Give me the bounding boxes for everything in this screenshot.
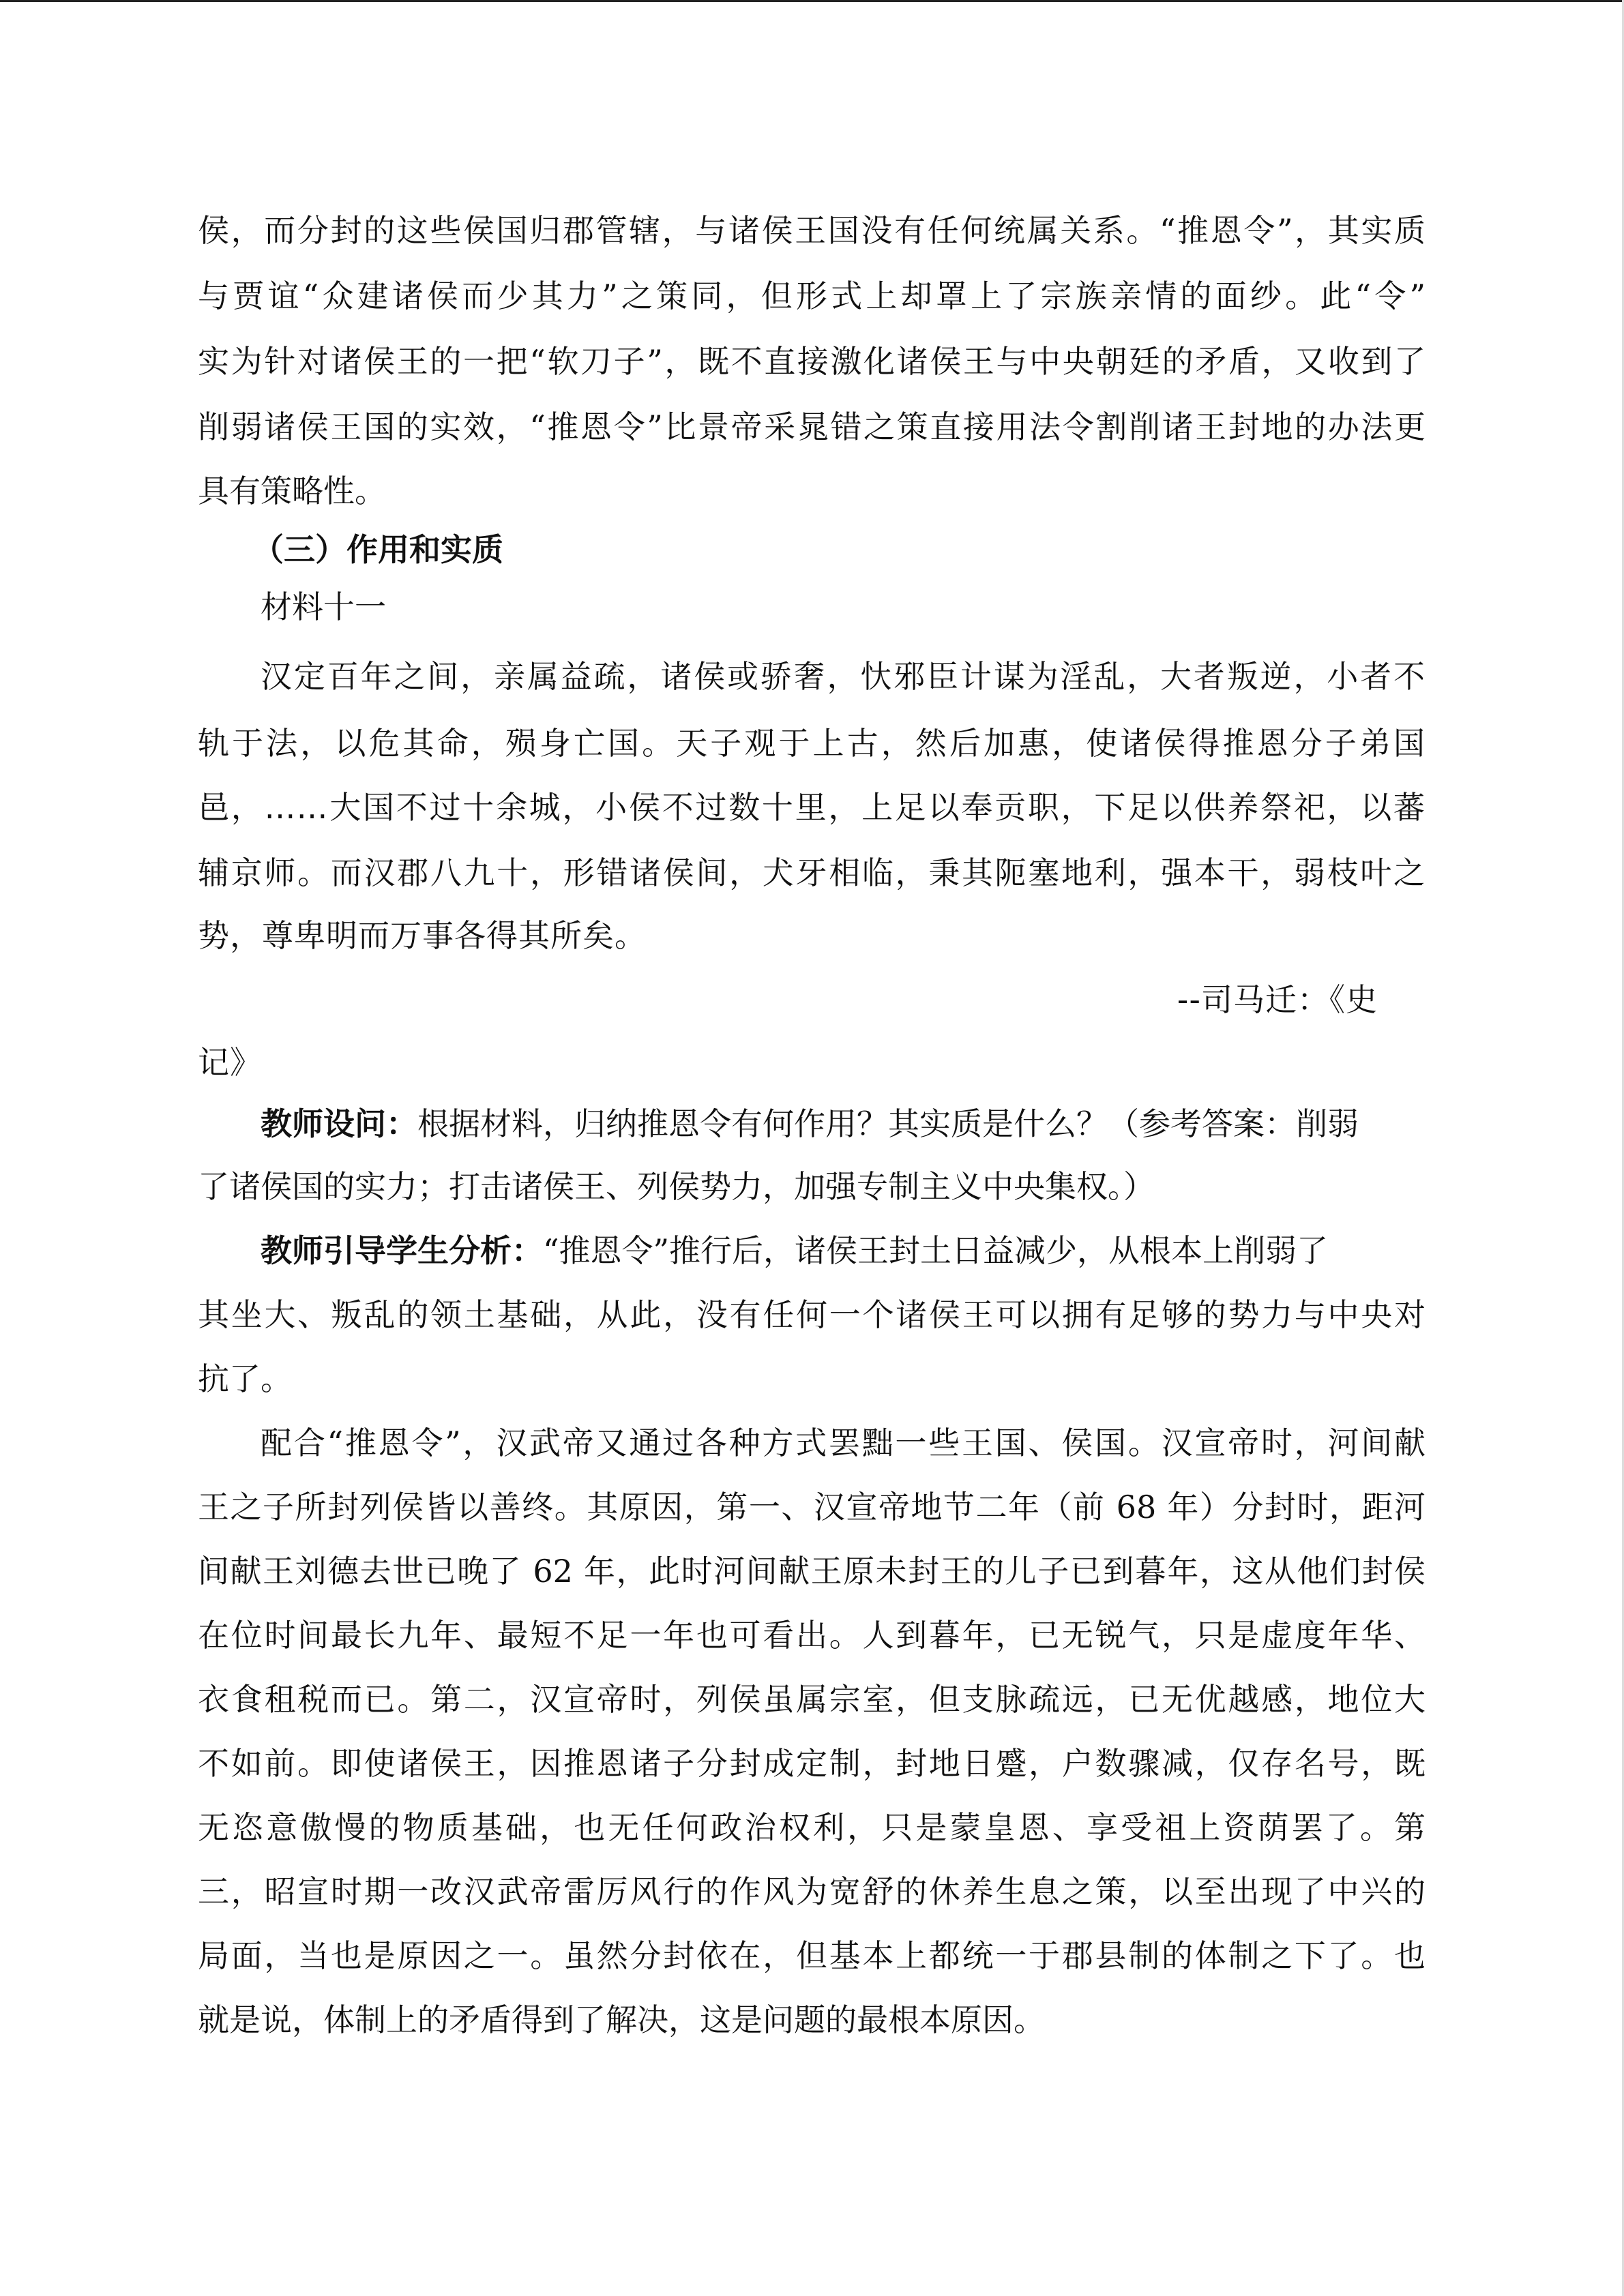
paragraph-line: 具有策略性。 xyxy=(198,473,386,509)
paragraph-line: 削弱诸侯王国的实效，“推恩令”比景帝采晁错之策直接用法令割削诸王封地的办法更 xyxy=(198,408,1426,445)
page-top-rule xyxy=(0,0,1624,2)
paragraph-line: 配合“推恩令”，汉武帝又通过各种方式罢黜一些王国、侯国。汉宣帝时，河间献 xyxy=(261,1425,1426,1461)
paragraph-line: 王之子所封列侯皆以善终。其原因，第一、汉宣帝地节二年（前 68 年）分封时，距河 xyxy=(198,1489,1426,1525)
quote-line: 势，尊卑明而万事各得其所矣。 xyxy=(198,917,647,954)
teacher-question xyxy=(261,1103,1359,1144)
teacher-analysis-label: 教师引导学生分析： xyxy=(261,1232,543,1269)
quote-line: 汉定百年之间，亲属益疏，诸侯或骄奢，忕邪臣计谋为淫乱，大者叛逆，小者不 xyxy=(261,658,1426,695)
paragraph-line: 就是说，体制上的矛盾得到了解决，这是问题的最根本原因。 xyxy=(198,2001,1045,2038)
teacher-analysis-continued: 其坐大、叛乱的领土基础，从此，没有任何一个诸侯王可以拥有足够的势力与中央对 xyxy=(198,1296,1426,1333)
quote-line: 辅京师。而汉郡八九十，形错诸侯间，犬牙相临，秉其阨塞地利，强本干，弱枝叶之 xyxy=(198,854,1426,891)
quote-line: 邑，……大国不过十余城，小侯不过数十里，上足以奉贡职，下足以供养祭祀，以蕃 xyxy=(198,789,1426,826)
paragraph-line: 无恣意傲慢的物质基础，也无任何政治权利，只是蒙皇恩、享受祖上资荫罢了。第 xyxy=(198,1809,1426,1846)
quote-source-continued: 记》 xyxy=(198,1044,262,1081)
section-heading: （三）作用和实质 xyxy=(252,531,503,568)
paragraph-line: 与贾谊“众建诸侯而少其力”之策同，但形式上却罩上了宗族亲情的面纱。此“令” xyxy=(198,278,1426,314)
paragraph-line: 三，昭宣时期一改汉武帝雷厉风行的作风为宽舒的休养生息之策，以至出现了中兴的 xyxy=(198,1873,1426,1910)
paragraph-line: 不如前。即使诸侯王，因推恩诸子分封成定制，封地日蹙，户数骤减，仅存名号，既 xyxy=(198,1745,1426,1782)
teacher-question-continued: 了诸侯国的实力；打击诸侯王、列侯势力，加强专制主义中央集权。） xyxy=(198,1168,1155,1205)
paragraph-line: 局面，当也是原因之一。虽然分封依在，但基本上都统一于郡县制的体制之下了。也 xyxy=(198,1937,1426,1974)
paragraph-line: 侯，而分封的这些侯国归郡管辖，与诸侯王国没有任何统属关系。“推恩令”，其实质 xyxy=(198,212,1426,249)
teacher-question-text: 根据材料，归纳推恩令有何作用？其实质是什么？（参考答案：削弱 xyxy=(417,1105,1359,1142)
teacher-question-label: 教师设问： xyxy=(261,1105,417,1142)
quote-line: 轨于法，以危其命，殒身亡国。天子观于上古，然后加惠，使诸侯得推恩分子弟国 xyxy=(198,725,1426,762)
paragraph-line: 在位时间最长九年、最短不足一年也可看出。人到暮年，已无锐气，只是虚度年华、 xyxy=(198,1617,1426,1654)
paragraph-line: 实为针对诸侯王的一把“软刀子”，既不直接激化诸侯王与中央朝廷的矛盾，又收到了 xyxy=(198,343,1426,380)
quote-source: --司马迁：《史 xyxy=(1177,981,1378,1018)
material-label: 材料十一 xyxy=(261,588,386,625)
teacher-analysis-continued: 抗了。 xyxy=(198,1360,292,1397)
paragraph-line: 衣食租税而已。第二，汉宣帝时，列侯虽属宗室，但支脉疏远，已无优越感，地位大 xyxy=(198,1681,1426,1718)
teacher-analysis xyxy=(261,1230,1328,1271)
paragraph-line: 间献王刘德去世已晚了 62 年，此时河间献王原未封王的儿子已到暮年，这从他们封侯 xyxy=(198,1553,1426,1590)
teacher-analysis-text: “推恩令”推行后，诸侯王封土日益减少，从根本上削弱了 xyxy=(543,1232,1329,1269)
